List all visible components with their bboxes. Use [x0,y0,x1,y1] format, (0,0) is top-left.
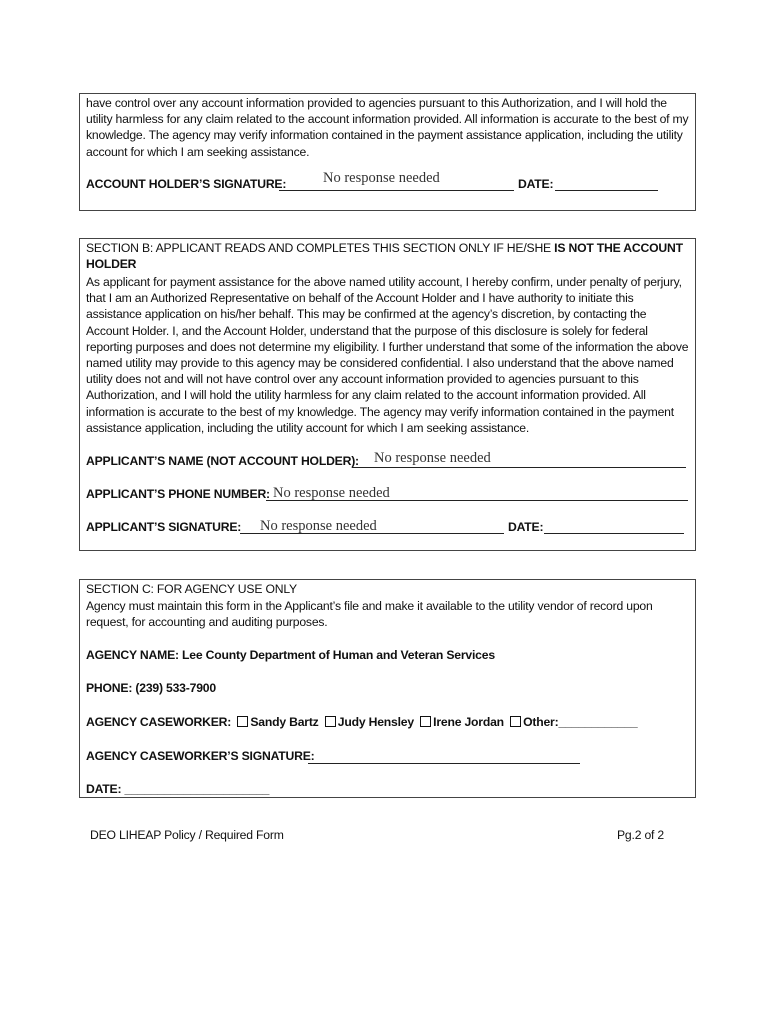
agency-phone: PHONE: (239) 533-7900 [86,681,216,695]
applicant-signature-value: No response needed [260,518,377,534]
section-a-box [79,93,696,211]
agency-caseworker-row [86,715,637,729]
agency-caseworker-signature-field[interactable] [308,747,580,764]
caseworker-checkbox-judy[interactable] [325,716,336,727]
section-b-paragraph: As applicant for payment assistance for the above named utility account, I hereby confirm, under penalty of perjury, that I am an Authorized Representative on behalf of the Account Holder and I have authority to initiate this assistance application on his/her behalf. This may be confirmed at the agency’s discretion, by contacting the Account Holder. I, and the Account Holder, understand that the purpose of this disclosure is solely for federal reporting purposes and does not determine my eligibility. I further understand that some of the information the above named utility may provide to this agency may be considered confidential. I also understand that the above named utility does not and will not have control over any account information provided to agencies pursuant to this Authorization, and I will hold the utility harmless for any claim related to the account information provided. All information is accurate to the best of my knowledge. The agency may verify information contained in the payment assistance application, including the utility account for which I am seeking assistance. [86,275,689,435]
caseworker-option-sandy: Sandy Bartz [250,715,319,729]
section-c-paragraph: Agency must maintain this form in the Applicant’s file and make it available to the utility vendor of record upon request, for accounting and auditing purposes. [86,599,653,630]
applicant-phone-value: No response needed [273,485,390,501]
section-b-heading [86,240,686,272]
footer-page-number: Pg.2 of 2 [617,828,664,842]
section-b-heading-bold: IS NOT THE ACCOUNT HOLDER [86,241,683,272]
account-holder-date-label: DATE: [518,177,554,191]
section-c-box [79,579,696,798]
agency-name: AGENCY NAME: Lee County Department of Human and Veteran Services [86,648,495,662]
agency-caseworker-signature-label: AGENCY CASEWORKER’S SIGNATURE: [86,749,315,763]
applicant-signature-label: APPLICANT’S SIGNATURE: [86,520,242,534]
applicant-date-field[interactable] [544,517,684,534]
section-b-box [79,238,696,551]
applicant-name-label: APPLICANT’S NAME (NOT ACCOUNT HOLDER): [86,454,359,468]
section-c-heading: SECTION C: FOR AGENCY USE ONLY [86,582,297,596]
applicant-phone-label: APPLICANT’S PHONE NUMBER: [86,487,270,501]
caseworker-option-judy: Judy Hensley [337,715,414,729]
caseworker-checkbox-irene[interactable] [420,716,431,727]
section-b-heading-text: SECTION B: APPLICANT READS AND COMPLETES THIS SECTION ONLY IF HE/SHE [86,241,555,255]
account-holder-date-field[interactable] [555,174,658,191]
caseworker-checkbox-sandy[interactable] [237,716,248,727]
section-a-paragraph: have control over any account information provided to agencies pursuant to this Authorization, and I will hold the utility harmless for any claim related to the account information provided. All information is accurate to the best of my knowledge. The agency may verify information contained in the payment assistance application, including the utility account for which I am seeking assistance. [86,96,689,159]
footer-form-name: DEO LIHEAP Policy / Required Form [90,828,284,842]
agency-date-label: DATE: ______________________ [86,782,270,796]
caseworker-checkbox-other[interactable] [510,716,521,727]
applicant-date-label: DATE: [508,520,544,534]
caseworker-option-other: Other:____________ [523,715,638,729]
caseworker-option-irene: Irene Jordan [433,715,504,729]
account-holder-signature-value: No response needed [323,170,440,186]
agency-caseworker-label: AGENCY CASEWORKER: [86,715,232,729]
account-holder-signature-label: ACCOUNT HOLDER’S SIGNATURE: [86,177,287,191]
applicant-name-value: No response needed [374,450,491,466]
